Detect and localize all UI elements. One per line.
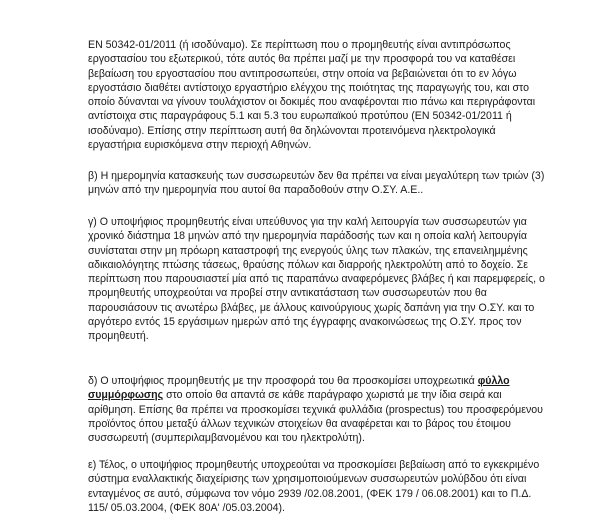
text-line: ενταγμένος σε αυτό, σύμφωνα τον νόμο 2939 /02.08.2001, (ΦΕΚ 179 / 06.08.2001) και το Π.Δ.: [88, 487, 532, 500]
text-line: μηνών από την ημερομηνία που αυτοί θα παραδοθούν στην Ο.ΣΥ. Α.Ε..: [88, 184, 424, 197]
text-line: [88, 388, 558, 402]
text-segment: στο οποίο θα απαντά σε κάθε παράγραφο χωριστά με την ίδια σειρά και: [163, 389, 502, 402]
text-line: β) Η ημερομηνία κατασκευής των συσσωρευτών δεν θα πρέπει να είναι μεγαλύτερη των τριών (3): [88, 170, 545, 182]
text-line: εργοστασίου του εξωτερικού, τότε αυτός θα πρέπει μαζί με την προσφορά του να καταθέσει: [88, 53, 516, 66]
text-line: ε) Τέλος, ο υποψήφιος προμηθευτής υποχρεούται να προσκομίσει βεβαίωση από το εγκεκριμένο: [88, 459, 540, 471]
text-line: εργαστήρια ευρισκόμενα στην περιοχή Αθηνών.: [88, 139, 312, 152]
text-line: συσσωρευτή (συμπεριλαμβανομένου και του ηλεκτρολύτη).: [88, 432, 365, 445]
text-segment: δ) Ο υποψήφιος προμηθευτής με την προσφορά του θα προσκομίσει υποχρεωτικά: [88, 375, 478, 387]
text-line: 115/ 05.03.2004, (ΦΕΚ 80Α' /05.03.2004).: [88, 501, 285, 514]
text-line: ισοδύναμο). Επίσης στην περίπτωση αυτή θα δηλώνονται προτεινόμενα ηλεκτρολογικά: [88, 124, 496, 137]
paragraph-e: [88, 458, 558, 515]
text-line: χρονικό διάστημα 18 μηνών από την ημερομηνία παράδοσής των και η οποία καλή λειτουργία: [88, 230, 527, 243]
emphasis-text: φύλλο: [477, 375, 510, 387]
paragraph-b: [88, 169, 558, 198]
text-line: προϊόντος όπου μεταξύ άλλων τεχνικών στοιχείων θα αναφέρεται και το βάρος του έτοιμου: [88, 417, 511, 430]
paragraph-d: [88, 374, 558, 445]
paragraph-intro: [88, 38, 558, 152]
text-line: αντίστοιχα στις παραγράφους 5.1 και 5.3 του ευρωπαϊκού προτύπου (ΕΝ 50342-01/2011 ή: [88, 110, 512, 123]
paragraph-c: [88, 215, 558, 344]
text-line: εργοστάσιο διαθέτει αντίστοιχο εργαστήριο ελέγχου της ποιότητας της παραγωγής του, και στο: [88, 81, 529, 94]
text-line: γ) Ο υποψήφιος προμηθευτής είναι υπεύθυνος για την καλή λειτουργία των συσσωρευτών για: [88, 216, 527, 228]
text-line: βεβαίωση του εργοστασίου που αντιπροσωπεύει, στην οποία να βεβαιώνεται ότι το εν λόγω: [88, 67, 517, 80]
text-line: προμηθευτή.: [88, 330, 149, 343]
emphasis-text: συμμόρφωσης: [88, 389, 164, 402]
text-line: ΕΝ 50342-01/2011 (ή ισοδύναμο). Σε περίπτωση που ο προμηθευτής είναι αντιπρόσωπος: [88, 39, 511, 51]
text-line: παρουσιάσουν τις ανωτέρω βλάβες, με άλλους καινούργιους χωρίς δαπάνη για την Ο.ΣΥ. και το: [88, 301, 535, 314]
text-line: αδικαιολόγητης πτώσης τάσεως, θραύσης πόλων και διαρροής ηλεκτρολύτη από το δοχείο. Σε: [88, 258, 528, 271]
text-line: συνίσταται στην μη πρόωρη καταστροφή της ενεργούς ύλης των πλακών, της επανειλημμένης: [88, 244, 528, 257]
text-line: σύστημα εναλλακτικής διαχείρισης των χρησιμοποιούμενων συσσωρευτών μολύβδου ότι είναι: [88, 473, 527, 486]
text-line: αρίθμηση. Επίσης θα πρέπει να προσκομίσει τεχνικά φυλλάδια (prospectus) του προσφερόμενου: [88, 403, 543, 416]
text-line: οποίο δύνανται να γίνουν τουλάχιστον οι δοκιμές που αναφέρονται πιο πάνω και περιγράφονται: [88, 96, 536, 109]
text-line: περίπτωση που παρουσιαστεί μία από τις παραπάνω αναφερόμενες βλάβες ή και παρεμφερείς, ο: [88, 273, 545, 286]
text-line: προμηθευτής υποχρεούται να προβεί στην αντικατάσταση των συσσωρευτών που θα: [88, 287, 487, 300]
text-line: [88, 374, 558, 388]
text-line: αργότερο εντός 15 εργάσιμων ημερών από της έγγραφης ανακοινώσεως της Ο.ΣΥ. προς τον: [88, 316, 522, 329]
